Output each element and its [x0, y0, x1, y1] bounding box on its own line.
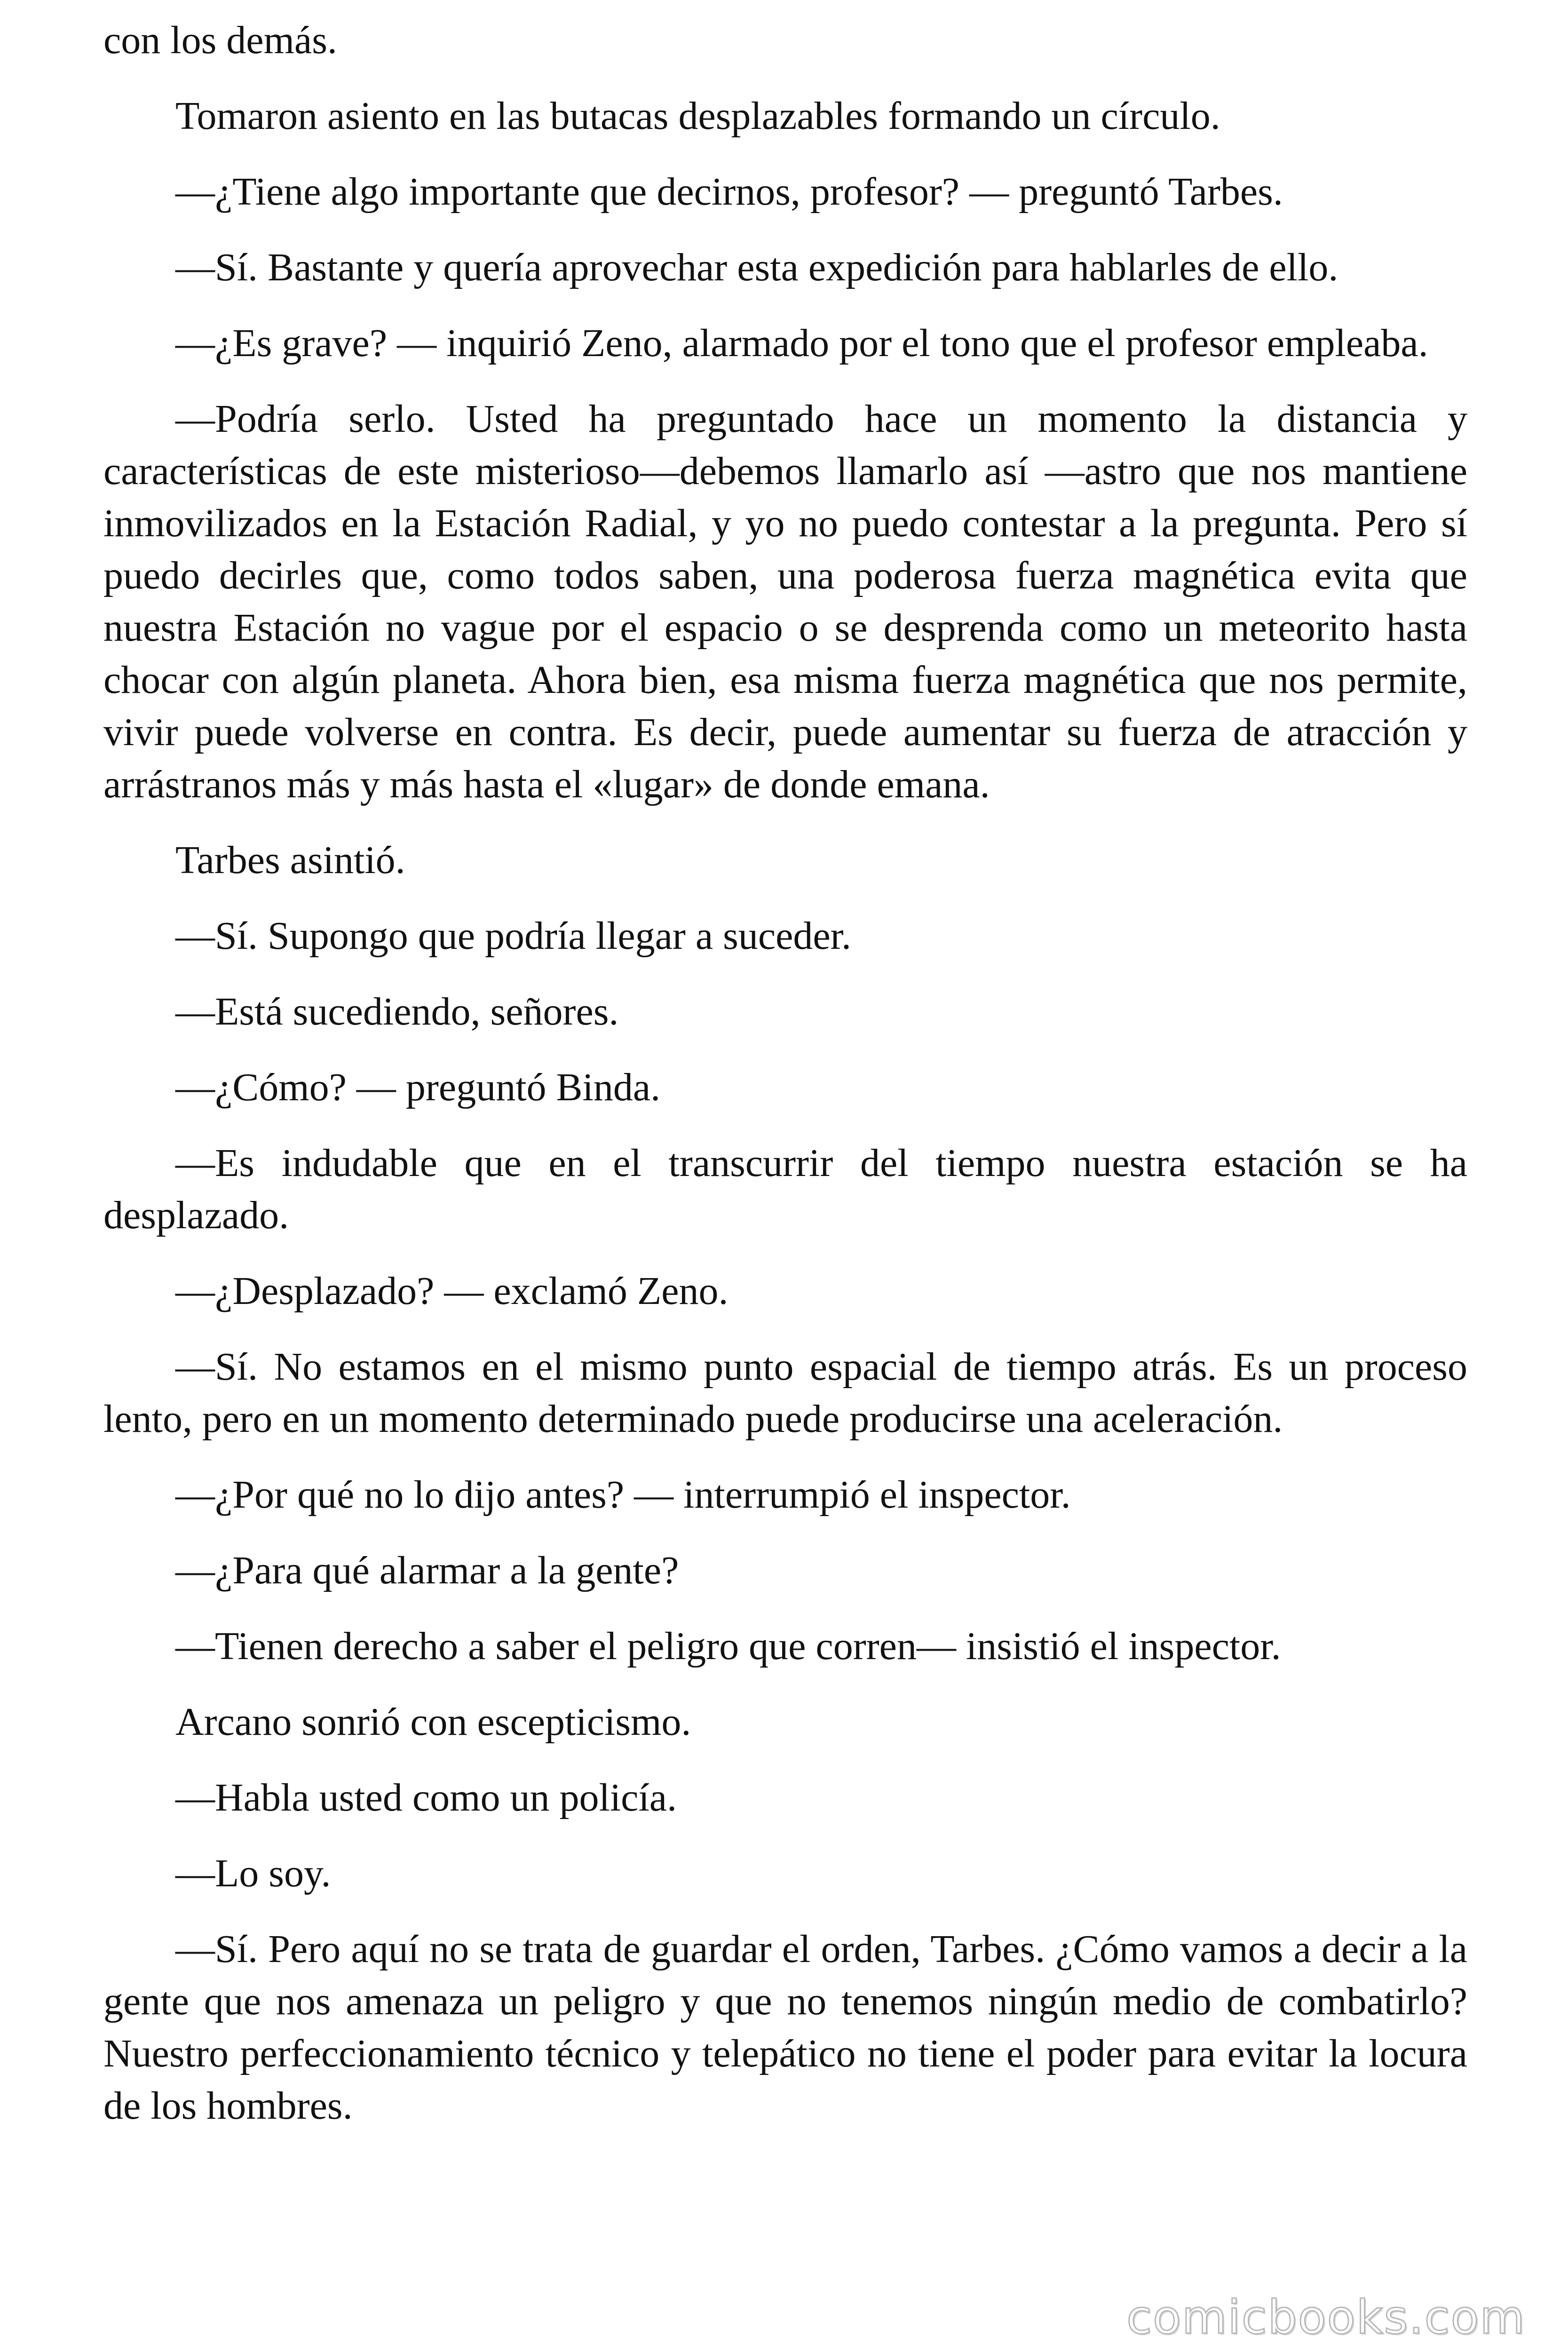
paragraph: Tomaron asiento en las butacas desplazables formando un círculo.	[175, 94, 1220, 138]
dialogue-line: —Es indudable que en el transcurrir del tiempo nuestra estación se ha desplazado.	[103, 1141, 1467, 1237]
dialogue-line: —Tienen derecho a saber el peligro que corren— insistió el inspector.	[175, 1624, 1281, 1668]
dialogue-line: —¿Para qué alarmar a la gente?	[175, 1549, 679, 1592]
dialogue-line: —Habla usted como un policía.	[175, 1776, 677, 1820]
paragraph-continuation: con los demás.	[103, 18, 337, 62]
dialogue-line: —Podría serlo. Usted ha preguntado hace un momento la distancia y características de este misterioso—debemos llamarlo así —astro que nos mantiene inmovilizados en la Estación Radial, y yo no puedo contestar a la pregunta. Pero sí puedo decirles que, como todos saben, una poderosa fuerza magnética evita que nuestra Estación no vague por el espacio o se desprenda como un meteorito hasta chocar con algún planeta. Ahora bien, esa misma fuerza magnética que nos permite, vivir puede volverse en contra. Es decir, puede aumentar su fuerza de atracción y arrástranos más y más hasta el «lugar» de donde emana.	[103, 397, 1467, 806]
dialogue-line: —¿Cómo? — preguntó Binda.	[175, 1065, 661, 1109]
dialogue-line: —¿Por qué no lo dijo antes? — interrumpió el inspector.	[175, 1473, 1071, 1517]
book-page-text	[103, 14, 1467, 2155]
dialogue-line: —Sí. Bastante y quería aprovechar esta expedición para hablarles de ello.	[175, 246, 1338, 289]
dialogue-line: —Sí. Pero aquí no se trata de guardar el orden, Tarbes. ¿Cómo vamos a decir a la gente que nos amenaza un peligro y que no tenemos ningún medio de combatirlo? Nuestro perfeccionamiento técnico y telepático no tiene el poder para evitar la locura de los hombres.	[103, 1927, 1467, 2128]
dialogue-line: —Está sucediendo, señores.	[175, 990, 619, 1033]
paragraph: Tarbes asintió.	[175, 838, 405, 882]
watermark: comicbooks.com	[1126, 2291, 1526, 2344]
dialogue-line: —¿Es grave? — inquirió Zeno, alarmado por el tono que el profesor empleaba.	[175, 321, 1428, 365]
dialogue-line: —¿Tiene algo importante que decirnos, profesor? — preguntó Tarbes.	[175, 170, 1283, 214]
dialogue-line: —Lo soy.	[175, 1851, 331, 1895]
dialogue-line: —¿Desplazado? — exclamó Zeno.	[175, 1269, 729, 1313]
paragraph: Arcano sonrió con escepticismo.	[175, 1700, 691, 1744]
dialogue-line: —Sí. Supongo que podría llegar a suceder.	[175, 914, 852, 958]
dialogue-line: —Sí. No estamos en el mismo punto espacial de tiempo atrás. Es un proceso lento, pero en un momento determinado puede producirse una aceleración.	[103, 1345, 1467, 1441]
